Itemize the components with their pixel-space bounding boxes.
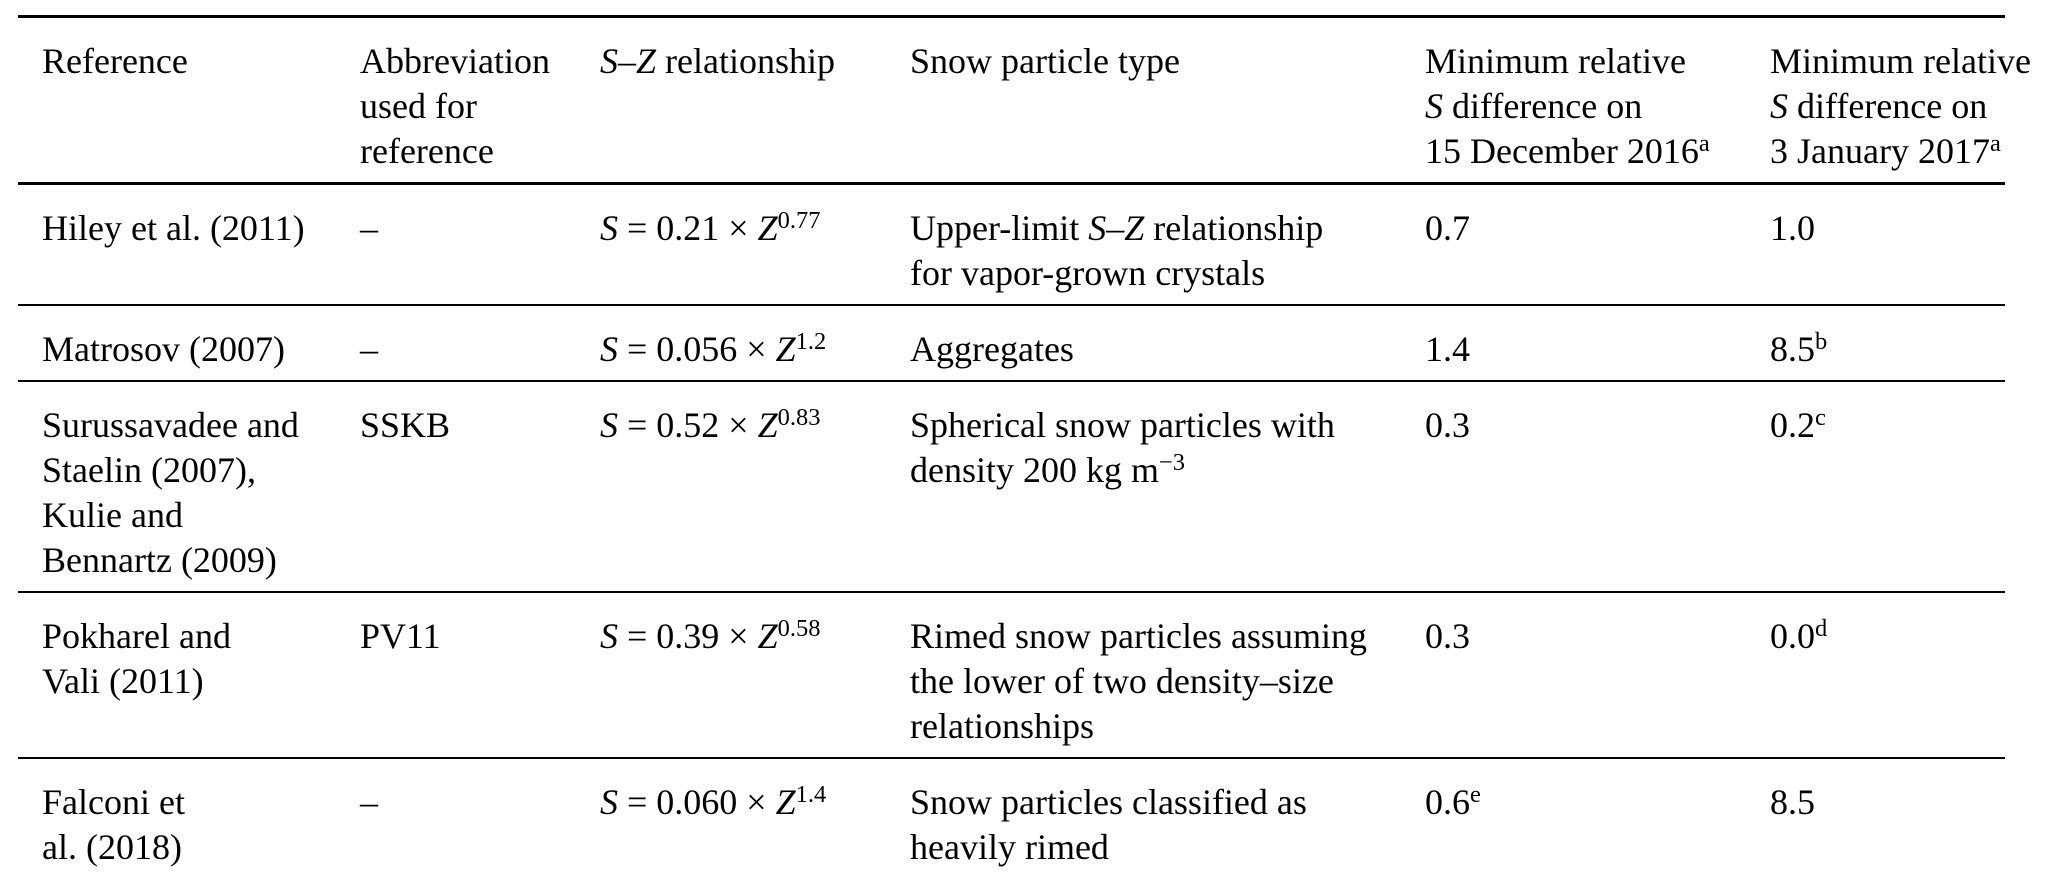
cell-line: Minimum relative	[1770, 41, 2031, 81]
cell-line: Aggregates	[910, 329, 1074, 369]
cell-line: reference	[360, 131, 494, 171]
cell-line: 0.7	[1425, 208, 1470, 248]
header-cell-snow-particle-type	[886, 17, 1401, 184]
header-cell-min-diff-15-dec-2016	[1401, 17, 1746, 184]
cell-line: $S = 0.52 \times Z^{0.83}$	[600, 404, 821, 445]
cell-line: Reference	[42, 41, 188, 81]
cell-min-diff-15-dec-2016	[1401, 758, 1746, 872]
header-cell-min-diff-3-jan-2017	[1746, 17, 2031, 184]
table-row	[18, 184, 2005, 306]
cell-line: –	[360, 782, 378, 822]
cell-line: the lower of two density–size	[910, 661, 1334, 701]
cell-snow-particle-type	[886, 592, 1401, 758]
cell-line: 1.4	[1425, 329, 1470, 369]
cell-line: –	[360, 208, 378, 248]
cell-line: 0.6e	[1425, 781, 1481, 822]
cell-line: Abbreviation	[360, 41, 550, 81]
cell-sz-relationship	[576, 592, 886, 758]
cell-sz-relationship	[576, 758, 886, 872]
table-body	[18, 184, 2005, 872]
cell-line: Snow particle type	[910, 41, 1180, 81]
cell-line: 3 January 2017$^a$	[1770, 130, 2001, 171]
cell-min-diff-3-jan-2017	[1746, 184, 2005, 306]
cell-sz-relationship	[576, 305, 886, 381]
cell-snow-particle-type	[886, 184, 1401, 306]
cell-line: relationships	[910, 706, 1094, 746]
cell-line: 0.0$^d$	[1770, 615, 1828, 656]
table-row	[18, 305, 2005, 381]
cell-line: S–Z relationship	[600, 41, 835, 81]
cell-abbreviation	[336, 305, 576, 381]
cell-reference	[18, 758, 336, 872]
cell-line: $S = 0.056 \times Z^{1.2}$	[600, 328, 827, 369]
cell-line: $S = 0.060 \times Z^{1.4}$	[600, 781, 827, 822]
cell-line: PV11	[360, 616, 441, 656]
cell-snow-particle-type	[886, 758, 1401, 872]
cell-min-diff-3-jan-2017	[1746, 758, 2005, 872]
cell-line: Pokharel and	[42, 616, 231, 656]
cell-line: Vali (2011)	[42, 661, 204, 701]
cell-line: Falconi et	[42, 782, 185, 822]
cell-line: $S = 0.21 \times Z^{0.77}$	[600, 207, 821, 248]
cell-line: 8.5$^b$	[1770, 328, 1828, 369]
cell-reference	[18, 305, 336, 381]
cell-line: heavily rimed	[910, 827, 1109, 867]
cell-line: Spherical snow particles with	[910, 405, 1335, 445]
table-header-row	[18, 17, 2005, 184]
cell-line: Bennartz (2009)	[42, 540, 277, 580]
cell-snow-particle-type	[886, 381, 1401, 592]
cell-line: Kulie and	[42, 495, 183, 535]
table-row	[18, 758, 2005, 872]
cell-line: S difference on	[1770, 86, 1988, 126]
cell-min-diff-3-jan-2017	[1746, 305, 2005, 381]
cell-abbreviation	[336, 592, 576, 758]
sz-relationship-table	[18, 15, 2031, 872]
cell-reference	[18, 592, 336, 758]
cell-min-diff-3-jan-2017	[1746, 592, 2005, 758]
cell-line: 0.2$^c$	[1770, 404, 1826, 445]
cell-min-diff-15-dec-2016	[1401, 592, 1746, 758]
cell-line: $S = 0.39 \times Z^{0.58}$	[600, 615, 821, 656]
table-header	[18, 17, 2031, 184]
cell-line: Minimum relative	[1425, 41, 1686, 81]
cell-line: used for	[360, 86, 477, 126]
cell-abbreviation	[336, 758, 576, 872]
cell-line: Surussavadee and	[42, 405, 299, 445]
header-cell-abbreviation	[336, 17, 576, 184]
cell-line: 1.0	[1770, 208, 1815, 248]
cell-line: S difference on	[1425, 86, 1643, 126]
cell-line: –	[360, 329, 378, 369]
table-row	[18, 381, 2005, 592]
cell-line: 0.3	[1425, 616, 1470, 656]
cell-line: Matrosov (2007)	[42, 329, 285, 369]
cell-line: al. (2018)	[42, 827, 182, 867]
cell-min-diff-15-dec-2016	[1401, 184, 1746, 306]
cell-sz-relationship	[576, 184, 886, 306]
cell-min-diff-15-dec-2016	[1401, 305, 1746, 381]
cell-line: Upper-limit S–Z relationship	[910, 208, 1324, 248]
cell-min-diff-15-dec-2016	[1401, 381, 1746, 592]
cell-abbreviation	[336, 184, 576, 306]
cell-line: Snow particles classified as	[910, 782, 1307, 822]
cell-line: density 200 kg $m^{-3}$	[910, 449, 1186, 490]
cell-line: Rimed snow particles assuming	[910, 616, 1367, 656]
cell-line: 0.3	[1425, 405, 1470, 445]
cell-line: 15 December 2016$^a$	[1425, 130, 1710, 171]
cell-min-diff-3-jan-2017	[1746, 381, 2005, 592]
table-row	[18, 592, 2005, 758]
cell-line: Hiley et al. (2011)	[42, 208, 305, 248]
header-cell-reference	[18, 17, 336, 184]
cell-line: SSKB	[360, 405, 451, 445]
cell-line: 8.5	[1770, 782, 1815, 822]
cell-reference	[18, 381, 336, 592]
cell-snow-particle-type	[886, 305, 1401, 381]
header-cell-sz-relationship	[576, 17, 886, 184]
cell-reference	[18, 184, 336, 306]
cell-abbreviation	[336, 381, 576, 592]
cell-line: for vapor-grown crystals	[910, 253, 1266, 293]
cell-sz-relationship	[576, 381, 886, 592]
cell-line: Staelin (2007),	[42, 450, 256, 490]
